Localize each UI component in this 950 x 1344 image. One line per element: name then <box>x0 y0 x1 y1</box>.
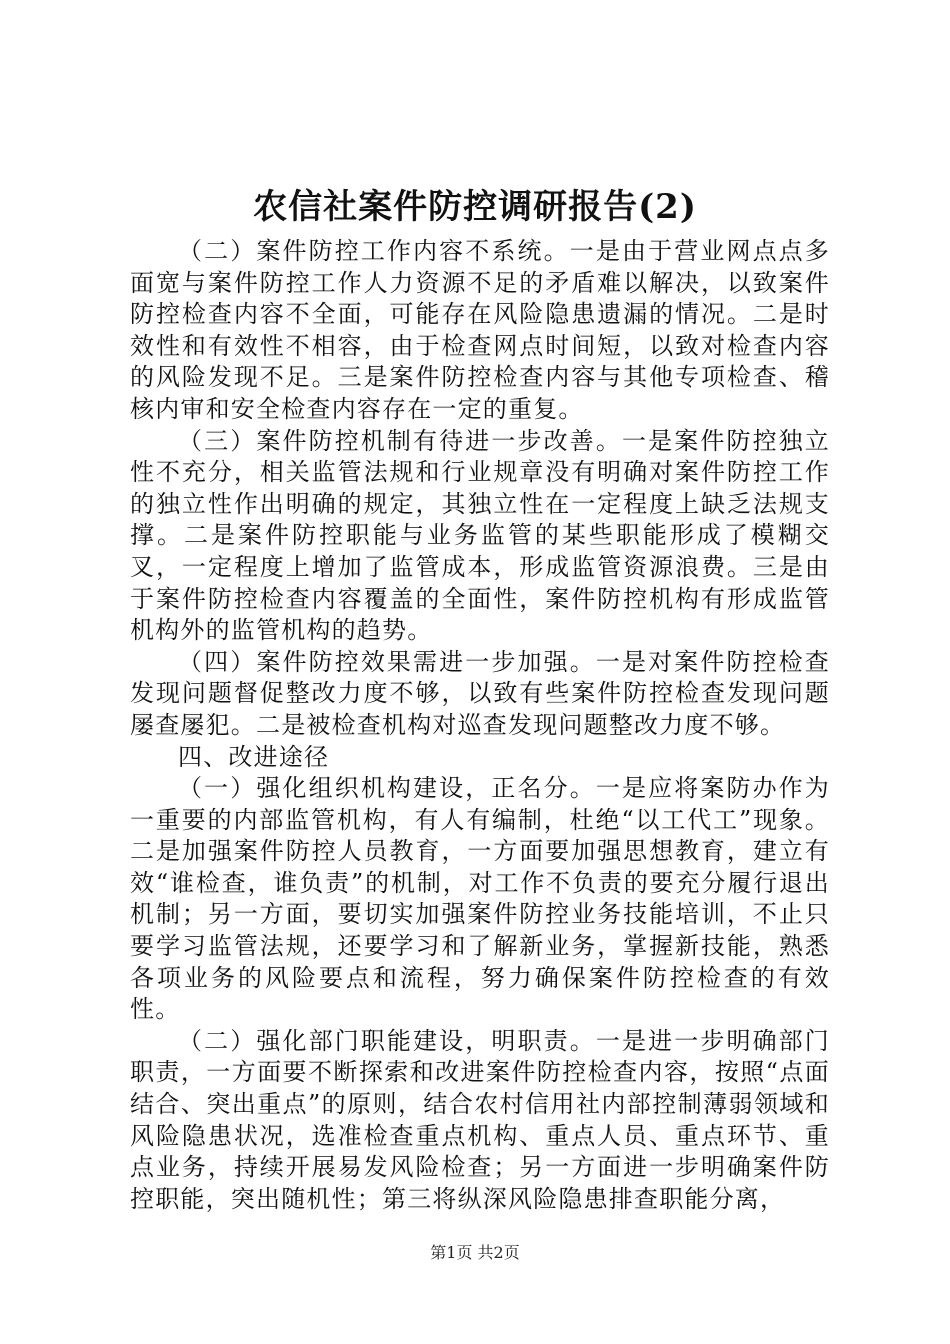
paragraph-improvement-1: （一）强化组织机构建设，正名分。一是应将案防办作为一重要的内部监管机构，有人有编制，杜绝“以工代工”现象。二是加强案件防控人员教育，一方面要加强思想教育，建立有效“谁检查，谁负责”的机制，对工作不负责的要充分履行退出机制；另一方面，要切实加强案件防控业务技能培训，不止只要学习监管法规，还要学习和了解新业务，掌握新技能，熟悉各项业务的风险要点和流程，努力确保案件防控检查的有效性。 <box>130 774 830 1024</box>
section-heading-improvement: 四、改进途径 <box>178 742 330 771</box>
document-title: 农信社案件防控调研报告(2) <box>253 187 697 227</box>
paragraph-4: （四）案件防控效果需进一步加强。一是对案件防控检查发现问题督促整改力度不够，以致有些案件防控检查发现问题屡查屡犯。二是被检查机构对巡查发现问题整改力度不够。 <box>130 647 830 739</box>
paragraph-improvement-2: （二）强化部门职能建设，明职责。一是进一步明确部门职责，一方面要不断探索和改进案件防控检查内容，按照“点面结合、突出重点”的原则，结合农村信用社内部控制薄弱领域和风险隐患状况，选准检查重点机构、重点人员、重点环节、重点业务，持续开展易发风险检查；另一方面进一步明确案件防控职能，突出随机性；第三将纵深风险隐患排查职能分离， <box>130 1026 830 1213</box>
document-body <box>130 236 830 1215</box>
page-footer: 第1页 共2页 <box>430 1243 520 1262</box>
paragraph-2: （二）案件防控工作内容不系统。一是由于营业网点点多面宽与案件防控工作人力资源不足的矛盾难以解决，以致案件防控检查内容不全面，可能存在风险隐患遗漏的情况。二是时效性和有效性不相容，由于检查网点时间短，以致对检查内容的风险发现不足。三是案件防控检查内容与其他专项检查、稽核内审和安全检查内容存在一定的重复。 <box>130 237 830 423</box>
paragraph-3: （三）案件防控机制有待进一步改善。一是案件防控独立性不充分，相关监管法规和行业规章没有明确对案件防控工作的独立性作出明确的规定，其独立性在一定程度上缺乏法规支撑。二是案件防控职能与业务监管的某些职能形成了模糊交叉，一定程度上增加了监管成本，形成监管资源浪费。三是由于案件防控检查内容覆盖的全面性，案件防控机构有形成监管机构外的监管机构的趋势。 <box>130 426 830 645</box>
